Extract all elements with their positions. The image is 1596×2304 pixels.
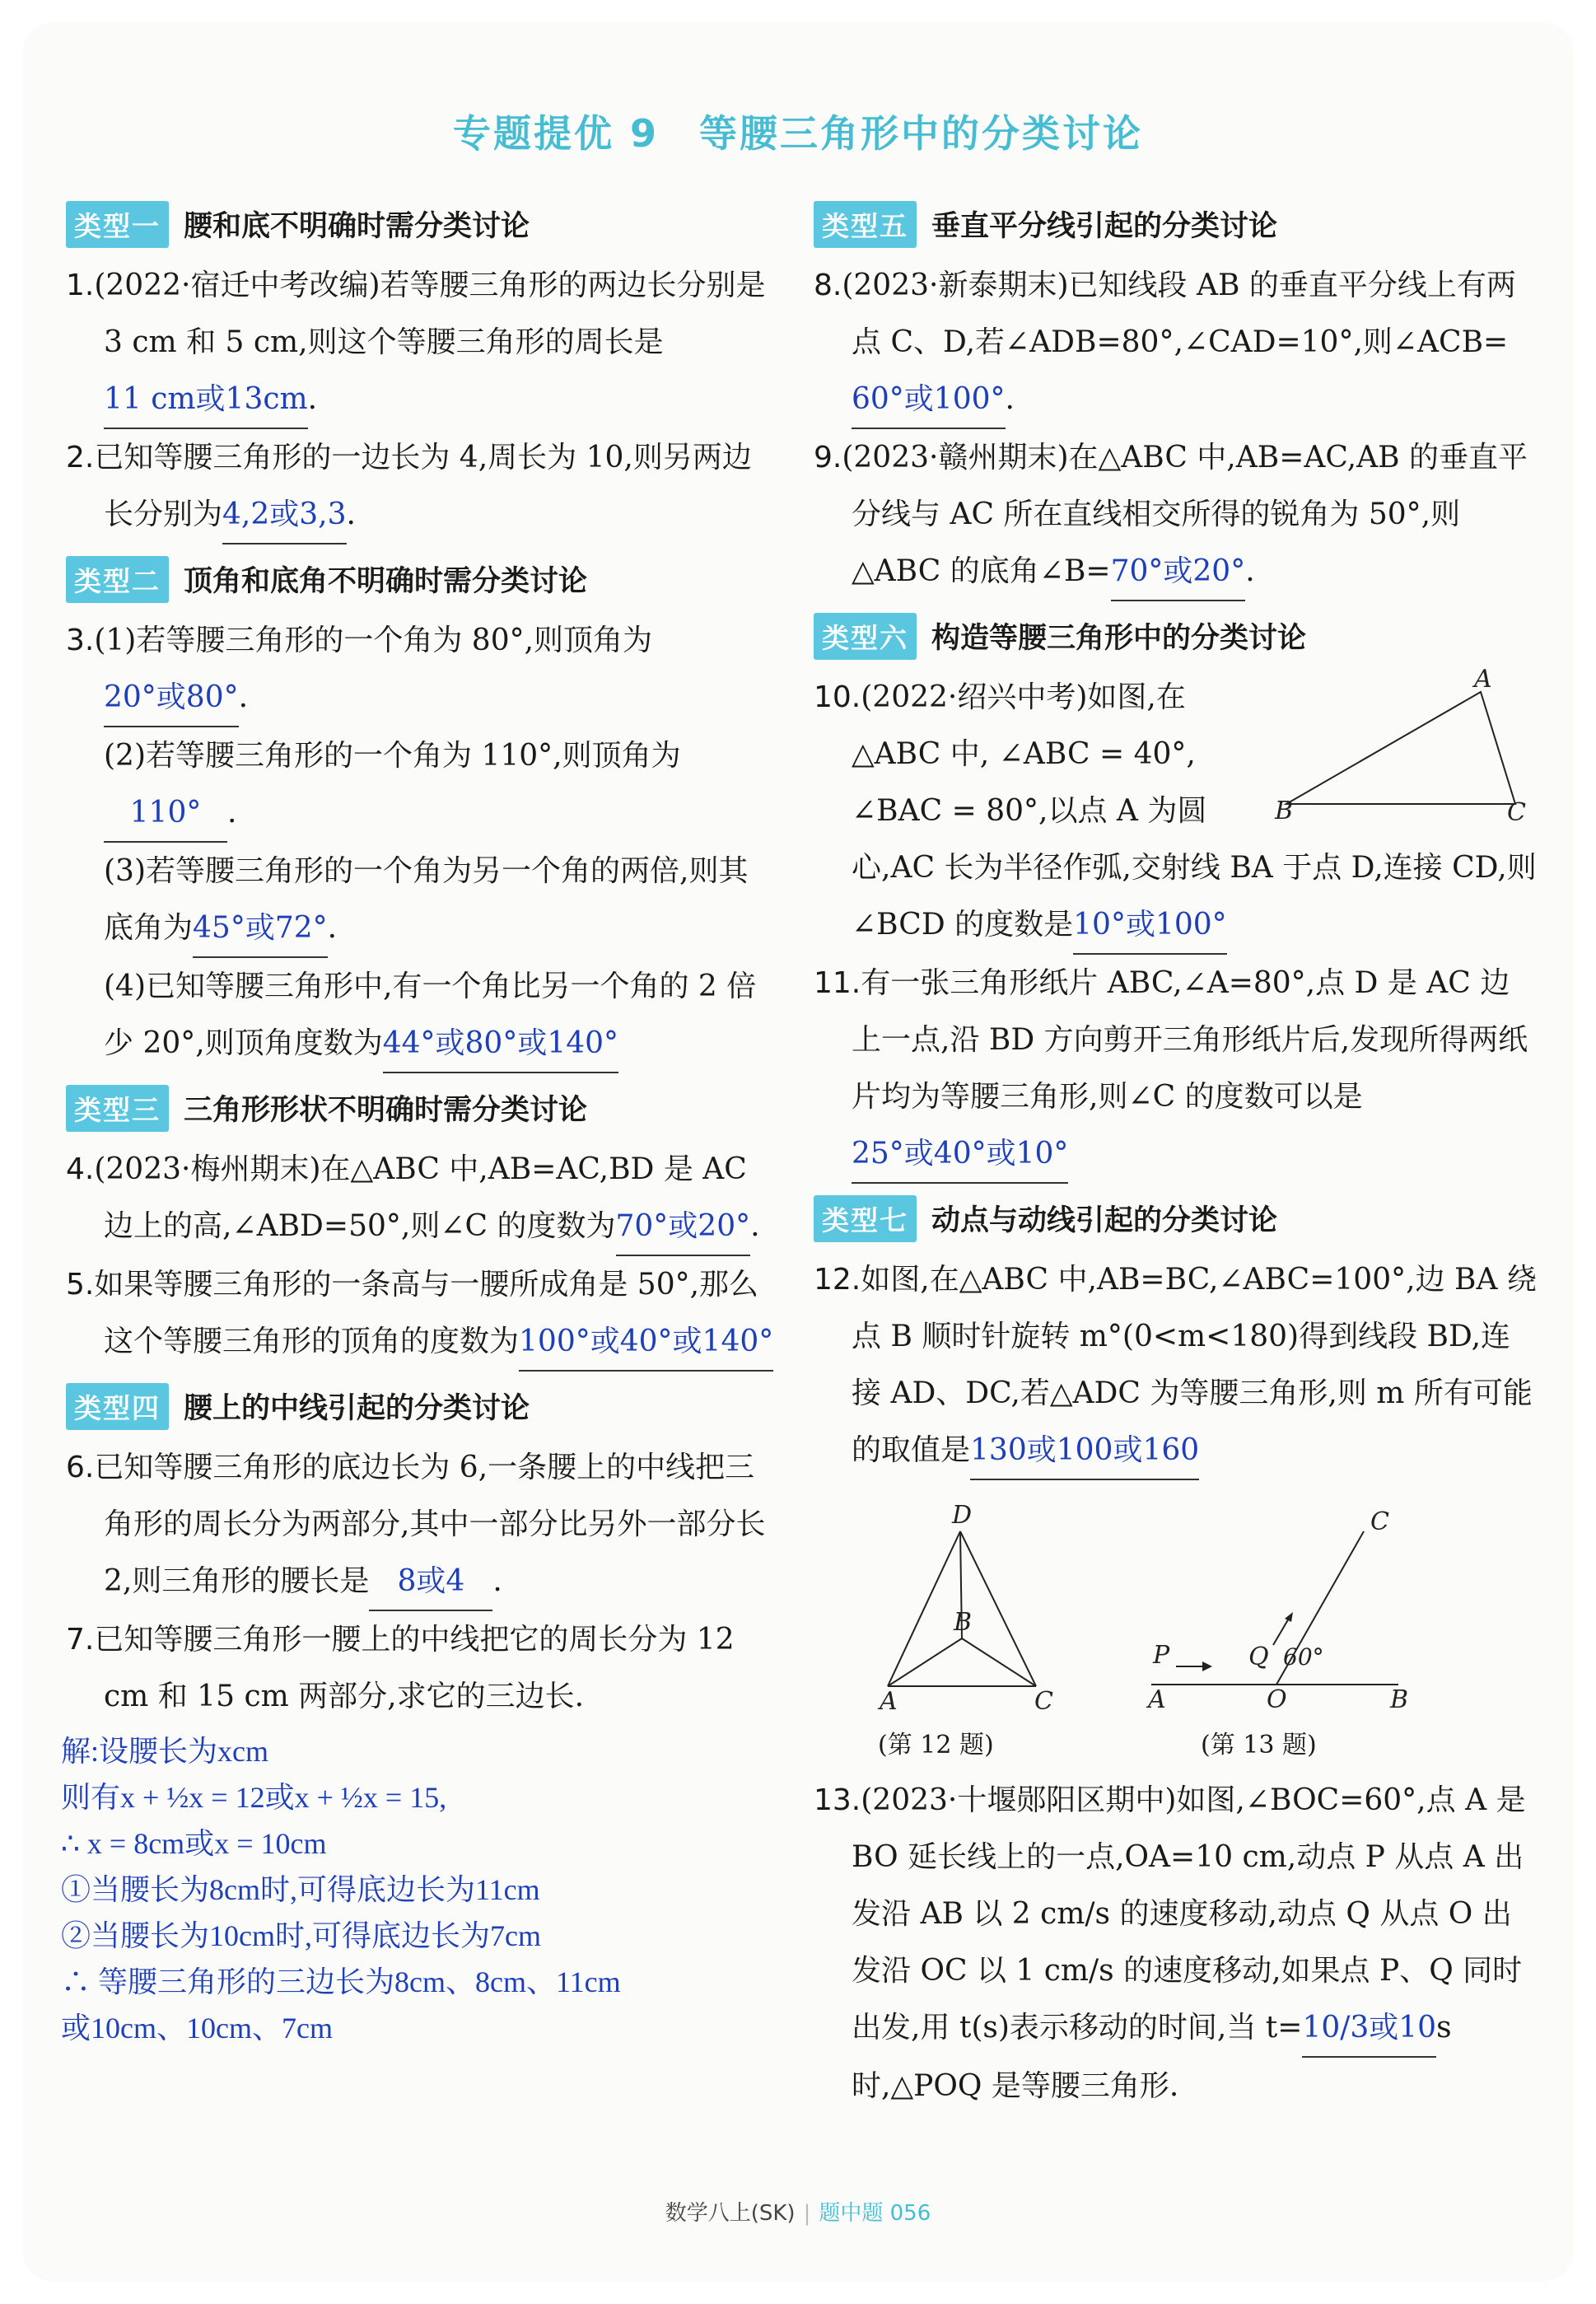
question-8: 8.(2023·新泰期末)已知线段 AB 的垂直平分线上有两点 C、D,若∠ADB=80°,∠CAD=10°,则∠ACB=60°或100°.	[814, 257, 1538, 429]
figure-q12	[871, 1497, 1085, 1716]
answer-blank: 70°或20°	[1111, 543, 1246, 601]
answer-blank: 60°或100°	[852, 371, 1006, 429]
label-c: C	[1034, 1687, 1053, 1716]
question-12: 12.如图,在△ABC 中,AB=BC,∠ABC=100°,边 BA 绕点 B 顺时针旋转 m°(0<m<180)得到线段 BD,连接 AD、DC,若△ADC 为等腰三角形,则 m 所有可能的取值是130或100或160	[814, 1251, 1538, 1480]
label-angle: 60°	[1283, 1643, 1324, 1671]
answer-blank: 4,2或3,3	[222, 486, 347, 544]
figure-q13	[1143, 1497, 1440, 1714]
label-b: B	[1275, 797, 1294, 825]
solution-line: ①当腰长为8cm时,可得底边长为11cm	[61, 1873, 540, 1906]
answer-blank: 70°或20°	[616, 1198, 751, 1256]
answer-blank: 45°或72°	[193, 900, 328, 958]
section-header-type3	[66, 1083, 776, 1133]
answer-blank: 44°或80°或140°	[383, 1015, 618, 1073]
section-header-type6	[814, 611, 1538, 661]
section-header-type5	[814, 199, 1538, 249]
answer-blank: 10°或100°	[1073, 896, 1227, 955]
question-7: 7.已知等腰三角形一腰上的中线把它的周长分为 12 cm 和 15 cm 两部分,求它的三边长.	[66, 1623, 735, 1713]
section-title: 垂直平分线引起的分类讨论	[931, 210, 1278, 243]
question-9: 9.(2023·赣州期末)在△ABC 中,AB=AC,AB 的垂直平分线与 AC 所在直线相交所得的锐角为 50°,则△ABC 的底角∠B=70°或20°.	[814, 429, 1538, 601]
question-3-part1: 3.(1)若等腰三角形的一个角为 80°,则顶角为20°或80°.	[66, 612, 776, 727]
section-title: 顶角和底角不明确时需分类讨论	[184, 565, 588, 598]
section-header-type7	[814, 1194, 1538, 1243]
label-a: A	[1474, 665, 1492, 694]
label-a: A	[880, 1687, 898, 1716]
question-5: 5.如果等腰三角形的一条高与一腰所成角是 50°,那么这个等腰三角形的顶角的度数为100°或40°或140°	[66, 1256, 776, 1372]
label-c: C	[1370, 1507, 1389, 1536]
figure-q10	[1275, 665, 1526, 827]
answer-blank: 25°或40°或10°	[852, 1125, 1068, 1184]
left-column	[61, 189, 776, 2051]
section-badge: 类型四	[66, 1383, 169, 1430]
section-badge: 类型五	[814, 201, 917, 248]
figures-row	[814, 1480, 1538, 1760]
solution-line: ∴ 等腰三角形的三边长为8cm、8cm、11cm	[61, 1965, 621, 1998]
footer-book: 数学八上(SK)	[665, 2201, 796, 2226]
footer-separator: |	[803, 2201, 811, 2226]
label-d: D	[952, 1501, 973, 1530]
section-header-type4	[66, 1381, 776, 1431]
answer-blank: 20°或80°	[104, 669, 239, 727]
solution-line: 或10cm、10cm、7cm	[61, 2012, 333, 2045]
question-3-part4: (4)已知等腰三角形中,有一个角比另一个角的 2 倍少 20°,则顶角度数为44°或80°或140°	[66, 958, 776, 1073]
page-footer	[0, 2196, 1596, 2227]
label-q: Q	[1248, 1643, 1269, 1671]
section-badge: 类型二	[66, 556, 169, 603]
section-badge: 类型六	[814, 613, 917, 660]
label-b: B	[1390, 1685, 1409, 1714]
section-title: 动点与动线引起的分类讨论	[931, 1204, 1278, 1237]
triangle-abc	[1286, 692, 1515, 804]
section-header-type2	[66, 554, 776, 604]
section-badge: 类型三	[66, 1085, 169, 1132]
question-11: 11.有一张三角形纸片 ABC,∠A=80°,点 D 是 AC 边上一点,沿 BD 方向剪开三角形纸片后,发现所得两纸片均为等腰三角形,则∠C 的度数可以是25°或40°或10°	[814, 955, 1538, 1184]
question-1: 1.(2022·宿迁中考改编)若等腰三角形的两边长分别是 3 cm 和 5 cm,则这个等腰三角形的周长是11 cm或13cm.	[66, 257, 776, 429]
footer-page: 056	[889, 2201, 931, 2226]
solution-line: 则有x + ½x = 12或x + ½x = 15,	[61, 1781, 447, 1814]
section-title: 构造等腰三角形中的分类讨论	[931, 622, 1307, 655]
answer-blank: 8或4	[369, 1553, 492, 1611]
page-title: 专题提优 9 等腰三角形中的分类讨论	[452, 111, 1144, 156]
caption-q12: (第 12 题)	[878, 1731, 994, 1760]
answer-blank: 110°	[104, 784, 227, 843]
question-10: 10.(2022·绍兴中考)如图,在 △ABC 中, ∠ABC = 40°, ∠BAC = 80°,以点 A 为圆 心,AC 长为半径作弧,交射线 BA 于点 D,连接 CD,则∠BCD 的度数是10°或100° A B C	[814, 669, 1538, 955]
label-c: C	[1507, 798, 1526, 827]
section-badge: 类型一	[66, 201, 169, 248]
footer-label: 题中题	[819, 2201, 884, 2226]
label-o: O	[1267, 1685, 1287, 1714]
question-4: 4.(2023·梅州期末)在△ABC 中,AB=AC,BD 是 AC 边上的高,∠ABD=50°,则∠C 的度数为70°或20°.	[66, 1141, 776, 1256]
right-column	[814, 189, 1538, 2115]
solution-line: ∴ x = 8cm或x = 10cm	[61, 1827, 327, 1860]
label-a: A	[1148, 1685, 1166, 1714]
solution-line: 解:设腰长为xcm	[61, 1735, 268, 1768]
answer-blank: 130或100或160	[970, 1422, 1199, 1480]
handwritten-solution	[61, 1728, 776, 2051]
question-3-part3: (3)若等腰三角形的一个角为另一个角的两倍,则其底角为45°或72°.	[66, 843, 776, 958]
question-2: 2.已知等腰三角形的一边长为 4,周长为 10,则另两边长分别为4,2或3,3.	[66, 429, 776, 544]
section-title: 腰上的中线引起的分类讨论	[184, 1392, 530, 1425]
label-p: P	[1153, 1641, 1170, 1670]
answer-blank: 100°或40°或140°	[519, 1313, 773, 1372]
section-header-type1	[66, 199, 776, 249]
answer-blank: 10/3或10	[1302, 1999, 1436, 2058]
question-3-part2: (2)若等腰三角形的一个角为 110°,则顶角为110° .	[66, 727, 776, 843]
section-badge: 类型七	[814, 1195, 917, 1242]
solution-line: ②当腰长为10cm时,可得底边长为7cm	[61, 1919, 541, 1952]
question-13: 13.(2023·十堰郧阳区期中)如图,∠BOC=60°,点 A 是 BO 延长线上的一点,OA=10 cm,动点 P 从点 A 出发沿 AB 以 2 cm/s 的速度移动,动点 Q 从点 O 出发沿 OC 以 1 cm/s 的速度移动,如果点 P、Q 同时出发,用 t(s)表示移动的时间,当 t=10/3或10s 时,△POQ 是等腰三角形.	[814, 1783, 1526, 2103]
section-title: 腰和底不明确时需分类讨论	[184, 210, 530, 243]
answer-blank: 11 cm或13cm	[104, 371, 308, 429]
label-b: B	[954, 1608, 973, 1637]
section-title: 三角形形状不明确时需分类讨论	[184, 1094, 588, 1127]
caption-q13: (第 13 题)	[1201, 1731, 1317, 1760]
question-6: 6.已知等腰三角形的底边长为 6,一条腰上的中线把三角形的周长分为两部分,其中一部分比另外一部分长 2,则三角形的腰长是 8或4 .	[66, 1439, 776, 1611]
